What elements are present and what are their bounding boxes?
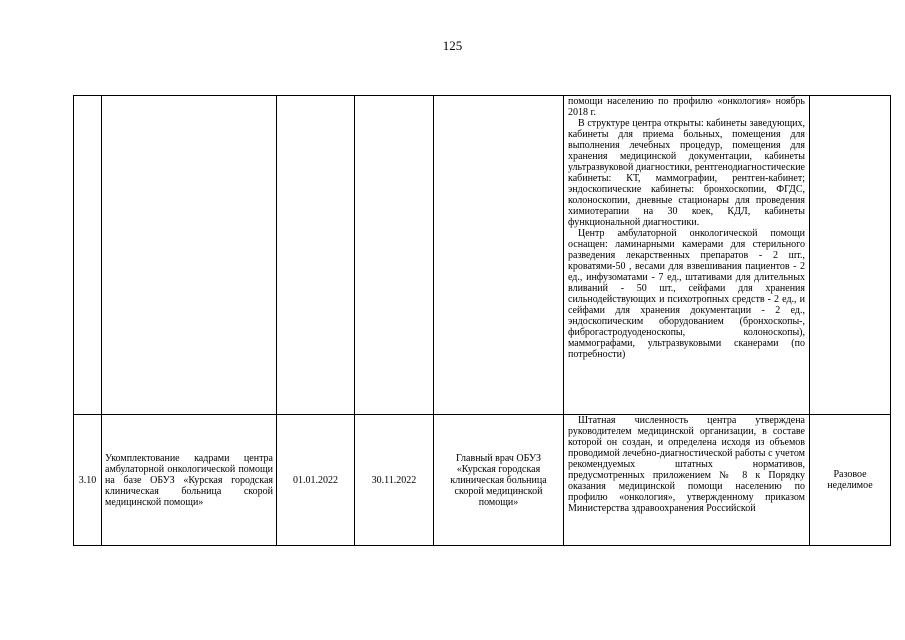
type-cell: Разовое неделимое	[810, 415, 891, 546]
plan-table	[73, 95, 891, 546]
table-row	[74, 415, 891, 546]
task-cell	[102, 96, 277, 415]
start-date-cell: 01.01.2022	[277, 415, 355, 546]
result-cell	[564, 96, 810, 415]
result-cell	[564, 415, 810, 546]
row-number: 3.10	[74, 415, 102, 546]
row-number	[74, 96, 102, 415]
end-date-cell: 30.11.2022	[355, 415, 434, 546]
type-cell	[810, 96, 891, 415]
task-cell: Укомплектование кадрами центра амбулаторной онкологической помощи на базе ОБУЗ «Курская городская клиническая больница скорой медицинской помощи»	[102, 415, 277, 546]
responsible-cell	[434, 96, 564, 415]
result-paragraph: Штатная численность центра утверждена руководителем медицинской организации, в составе которой он создан, и определена исходя из объемов проводимой лечебно-диагностической работы с учетом рекомендуемых штатных нормативов, предусмотренных приложением № 8 к Порядку оказания медицинской помощи населению по профилю «онкология», утвержденному приказом Министерства здравоохранения Российской	[568, 415, 805, 514]
responsible-cell: Главный врач ОБУЗ «Курская городская клиническая больница скорой медицинской помощи»	[434, 415, 564, 546]
table-row	[74, 96, 891, 415]
result-paragraph: помощи населению по профилю «онкология» ноябрь 2018 г.	[568, 96, 805, 118]
result-paragraph: В структуре центра открыты: кабинеты заведующих, кабинеты для приема больных, помещения для выполнения лечебных процедур, помещения для хранения медицинской документации, кабинеты ультразвуковой диагностики, рентгенодиагностические кабинеты: КТ, маммографии, рентген-кабинет; эндоскопические кабинеты: бронхоскопии, ФГДС, колоноскопии, дневные стационары для проведения химиотерапии на 30 коек, КДЛ, кабинеты функциональной диагностики.	[568, 118, 805, 228]
end-date-cell	[355, 96, 434, 415]
result-paragraph: Центр амбулаторной онкологической помощи оснащен: ламинарными камерами для стерильного разведения лекарственных препаратов - 2 шт., кроватями-50 , весами для взвешивания пациентов - 2 ед., инфузоматами - 7 ед., штативами для длительных вливаний - 50 шт., сейфами для хранения сильнодействующих и психотропных средств - 2 ед., и сейфами для хранения документации - 2 ед., эндоскопическим оборудованием (бронхоскопы-, фиброгастродуоденоскопы, колоноскопы), маммографами, ультразвуковыми сканерами (по потребности)	[568, 228, 805, 360]
page-number: 125	[442, 38, 463, 53]
start-date-cell	[277, 96, 355, 415]
